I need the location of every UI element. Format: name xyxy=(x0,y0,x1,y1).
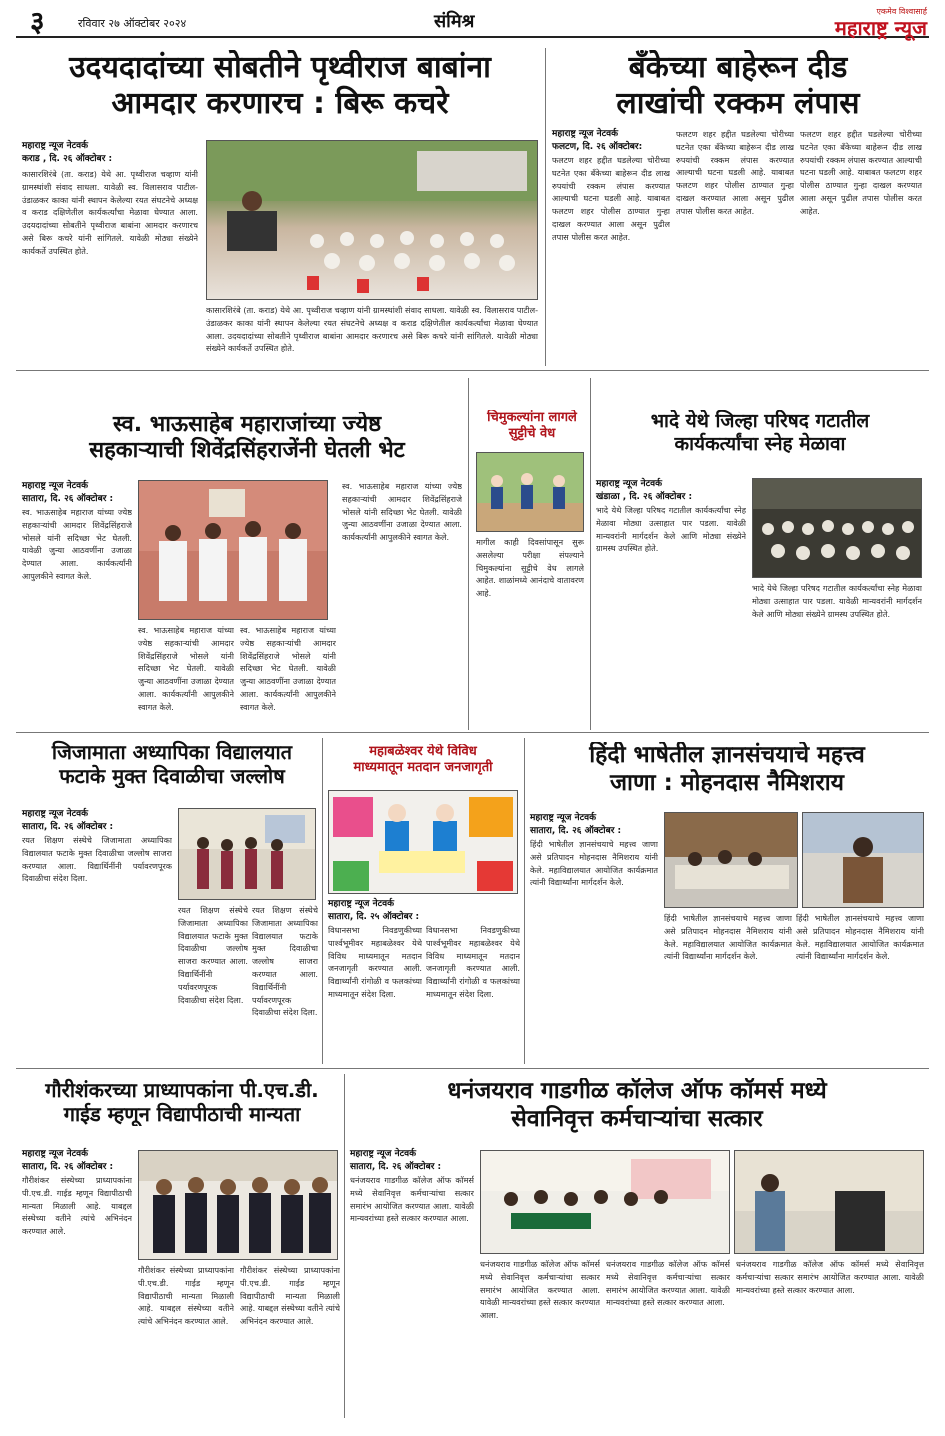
a4-body: मागील काही दिवसांपासून सुरू असलेल्या परीक्षा संपल्याने चिमुकल्यांना सुट्टीचे वेध लागले आहेत. शाळांमध्ये आनंदाचे वातावरण आहे. xyxy=(476,537,584,599)
a9-body-col2: गौरीशंकर संस्थेच्या प्राध्यापकांना पी.एच.डी. गाईड म्हणून विद्यापीठाची मान्यता मिळाली आहे. याबद्दल संस्थेच्या वतीने त्यांचे अभिनंदन करण्यात आले. xyxy=(138,1265,234,1327)
a8-photo-2 xyxy=(802,812,924,908)
a5-body-col2: भादे येथे जिल्हा परिषद गटातील कार्यकर्त्यांचा स्नेह मेळावा मोठ्या उत्साहात पार पडला. यावेळी मान्यवरांनी मार्गदर्शन केले आणि मोठ्या संख्येने ग्रामस्थ उपस्थित होते. xyxy=(752,583,922,619)
a2-body-col2: फलटण शहर हद्दीत घडलेल्या चोरीच्या घटनेत एका बँकेच्या बाहेरून दीड लाख रुपयांची रक्कम लंपास करण्यात आल्याची घटना घडली आहे. याबाबत फलटण शहर पोलीस ठाण्यात गुन्हा दाखल करण्यात आला असून पुढील तपास पोलीस करत आहेत. xyxy=(676,129,794,216)
a1-title-2: आमदार करणारच : बिरू कचरे xyxy=(111,86,449,121)
a1-headline xyxy=(20,50,540,122)
a6-body-col3: रयत शिक्षण संस्थेचे जिजामाता अध्यापिका विद्यालयात फटाके मुक्त दिवाळीचा जल्लोष साजरा करण्यात आला. विद्यार्थिनींनी पर्यावरणपूरक दिवाळीचा संदेश दिला. xyxy=(252,905,318,1018)
a4-photo xyxy=(476,452,584,532)
meeting-photo-icon xyxy=(139,481,328,620)
a8-title-1: हिंदी भाषेतील ज्ञानसंचयाचे महत्त्व xyxy=(589,742,865,768)
a1-place: कराड , दि. २६ ऑक्टोबर : xyxy=(22,154,113,164)
a6-place: सातारा, दि. २६ ऑक्टोबर : xyxy=(22,822,114,832)
page-number: ३ xyxy=(30,5,45,38)
a3-body-col2: स्व. भाऊसाहेब महाराज यांच्या ज्येष्ठ सहकाऱ्यांची आमदार शिवेंद्रसिंहराजे भोसले यांनी सदिच्छा भेट घेतली. यावेळी जुन्या आठवणींना उजाळा देण्यात आला. कार्यकर्त्यांनी आपुलकीने स्वागत केले. xyxy=(138,625,234,712)
a2-source: महाराष्ट्र न्यूज नेटवर्क xyxy=(552,129,619,139)
a5-byline xyxy=(596,478,746,504)
a6-source: महाराष्ट्र न्यूज नेटवर्क xyxy=(22,809,89,819)
a10-title-2: सेवानिवृत्त कर्मचाऱ्यांचा सत्कार xyxy=(511,1105,763,1132)
crowd-photo-icon xyxy=(207,141,538,300)
a3-place: सातारा, दि. २६ ऑक्टोबर : xyxy=(22,494,114,504)
a5-body: भादे येथे जिल्हा परिषद गटातील कार्यकर्त्यांचा स्नेह मेळावा मोठ्या उत्साहात पार पडला. यावेळी मान्यवरांनी मार्गदर्शन केले आणि मोठ्या संख्येने ग्रामस्थ उपस्थित होते. xyxy=(596,505,746,554)
a6-headline xyxy=(22,740,322,788)
a2-body: फलटण शहर हद्दीत घडलेल्या चोरीच्या घटनेत एका बँकेच्या बाहेरून दीड लाख रुपयांची रक्कम लंपास करण्यात आल्याची घटना घडली आहे. याबाबत फलटण शहर पोलीस ठाण्यात गुन्हा दाखल करण्यात आला असून पुढील तपास पोलीस करत आहेत. xyxy=(552,155,670,242)
faculty-photo-icon xyxy=(139,1151,338,1260)
a8-body-col3: हिंदी भाषेतील ज्ञानसंचयाचे महत्त्व जाणा असे प्रतिपादन मोहनदास नैमिशराय यांनी केले. महाविद्यालयात आयोजित कार्यक्रमात त्यांनी विद्यार्थ्यांना मार्गदर्शन केले. xyxy=(796,913,924,962)
a3-body: स्व. भाऊसाहेब महाराज यांच्या ज्येष्ठ सहकाऱ्यांची आमदार शिवेंद्रसिंहराजे भोसले यांनी सदिच्छा भेट घेतली. यावेळी जुन्या आठवणींना उजाळा देण्यात आला. कार्यकर्त्यांनी आपुलकीने स्वागत केले. xyxy=(22,507,132,581)
a10-place: सातारा, दि. २६ ऑक्टोबर : xyxy=(350,1162,442,1172)
a8-body: हिंदी भाषेतील ज्ञानसंचयाचे महत्त्व जाणा असे प्रतिपादन मोहनदास नैमिशराय यांनी केले. महाविद्यालयात आयोजित कार्यक्रमात त्यांनी विद्यार्थ्यांना मार्गदर्शन केले. xyxy=(530,839,658,888)
a3-body-col4: स्व. भाऊसाहेब महाराज यांच्या ज्येष्ठ सहकाऱ्यांची आमदार शिवेंद्रसिंहराजे भोसले यांनी सदिच्छा भेट घेतली. यावेळी जुन्या आठवणींना उजाळा देण्यात आला. कार्यकर्त्यांनी आपुलकीने स्वागत केले. xyxy=(342,481,462,543)
row-divider xyxy=(16,370,929,371)
masthead xyxy=(835,6,927,39)
brand-name: महाराष्ट्र न्यूज xyxy=(834,16,927,40)
a3-source: महाराष्ट्र न्यूज नेटवर्क xyxy=(22,481,89,491)
header-date: रविवार २७ ऑक्टोबर २०२४ xyxy=(78,17,187,30)
a10-photo-2 xyxy=(734,1150,924,1254)
a6-title-2: फटाके मुक्त दिवाळीचा जल्लोष xyxy=(59,764,285,788)
a7-source: महाराष्ट्र न्यूज नेटवर्क xyxy=(328,899,395,909)
a10-body-col2: धनंजयराव गाडगीळ कॉलेज ऑफ कॉमर्स मध्ये सेवानिवृत्त कर्मचाऱ्यांचा सत्कार समारंभ आयोजित करण्यात आला. यावेळी मान्यवरांच्या हस्ते सत्कार करण्यात आला. xyxy=(480,1259,600,1321)
a10-body: धनंजयराव गाडगीळ कॉलेज ऑफ कॉमर्स मध्ये सेवानिवृत्त कर्मचाऱ्यांचा सत्कार समारंभ आयोजित करण्यात आला. यावेळी मान्यवरांच्या हस्ते सत्कार करण्यात आला. xyxy=(350,1175,474,1224)
a5-source: महाराष्ट्र न्यूज नेटवर्क xyxy=(596,479,663,489)
a7-body-col2: विधानसभा निवडणुकीच्या पार्श्वभूमीवर महाबळेश्वर येथे विविध माध्यमातून मतदान जनजागृती करण्यात आली. विद्यार्थ्यांनी रांगोळी व फलकांच्या माध्यमातून संदेश दिला. xyxy=(426,925,520,999)
row-divider xyxy=(16,732,929,733)
a2-title-2: लाखांची रक्कम लंपास xyxy=(616,86,860,121)
a3-title-2: सहकाऱ्याची शिवेंद्रसिंहराजेंनी घेतली भेट xyxy=(89,438,405,464)
a7-body: विधानसभा निवडणुकीच्या पार्श्वभूमीवर महाबळेश्वर येथे विविध माध्यमातून मतदान जनजागृती करण्यात आली. विद्यार्थ्यांनी रांगोळी व फलकांच्या माध्यमातून संदेश दिला. xyxy=(328,925,422,999)
a9-body: गौरीशंकर संस्थेच्या प्राध्यापकांना पी.एच.डी. गाईड म्हणून विद्यापीठाची मान्यता मिळाली आहे. याबद्दल संस्थेच्या वतीने त्यांचे अभिनंदन करण्यात आले. xyxy=(22,1175,132,1237)
column-divider xyxy=(545,48,546,366)
a1-title-1: उदयदादांच्या सोबतीने पृथ्वीराज बाबांना xyxy=(69,50,491,85)
felicitation-photo-icon xyxy=(481,1151,730,1254)
a1-source: महाराष्ट्र न्यूज नेटवर्क xyxy=(22,141,89,151)
a3-body-col3: स्व. भाऊसाहेब महाराज यांच्या ज्येष्ठ सहकाऱ्यांची आमदार शिवेंद्रसिंहराजे भोसले यांनी सदिच्छा भेट घेतली. यावेळी जुन्या आठवणींना उजाळा देण्यात आला. कार्यकर्त्यांनी आपुलकीने स्वागत केले. xyxy=(240,625,336,712)
a8-headline xyxy=(530,742,924,797)
a6-body-col2: रयत शिक्षण संस्थेचे जिजामाता अध्यापिका विद्यालयात फटाके मुक्त दिवाळीचा जल्लोष साजरा करण्यात आला. विद्यार्थिनींनी पर्यावरणपूरक दिवाळीचा संदेश दिला. xyxy=(178,905,248,1005)
students-photo-icon xyxy=(179,809,316,900)
a2-headline xyxy=(552,50,924,122)
a9-source: महाराष्ट्र न्यूज नेटवर्क xyxy=(22,1149,89,1159)
a6-body: रयत शिक्षण संस्थेचे जिजामाता अध्यापिका विद्यालयात फटाके मुक्त दिवाळीचा जल्लोष साजरा करण्यात आला. विद्यार्थिनींनी पर्यावरणपूरक दिवाळीचा संदेश दिला. xyxy=(22,835,172,884)
a2-byline xyxy=(552,128,670,154)
a7-title-1: महाबळेश्वर येथे विविध xyxy=(369,744,477,759)
a8-byline xyxy=(530,812,658,838)
a5-place: खंडाळा , दि. २६ ऑक्टोबर : xyxy=(596,492,693,502)
a9-title-1: गौरीशंकरच्या प्राध्यापकांना पी.एच.डी. xyxy=(45,1078,319,1102)
a9-headline xyxy=(22,1078,342,1126)
a7-title-2: माध्यमातून मतदान जनजागृती xyxy=(353,759,493,775)
a10-body-col4: धनंजयराव गाडगीळ कॉलेज ऑफ कॉमर्स मध्ये सेवानिवृत्त कर्मचाऱ्यांचा सत्कार समारंभ आयोजित करण्यात आला. यावेळी मान्यवरांच्या हस्ते सत्कार करण्यात आला. xyxy=(736,1259,924,1295)
column-divider xyxy=(590,378,591,730)
a1-photo xyxy=(206,140,538,300)
a2-title-1: बँकेच्या बाहेरून दीड xyxy=(628,50,848,85)
column-divider xyxy=(468,378,469,730)
a1-body-cont: कासारशिरंबे (ता. कराड) येथे आ. पृथ्वीराज चव्हाण यांनी ग्रामस्थांशी संवाद साधला. यावेळी स्व. विलासराव पाटील-उंडाळकर काका यांनी स्थापन केलेल्या रयत संघटनेचे अध्यक्ष व कराड दक्षिणेतील कार्यकर्त्यांचा मेळावा घेण्यात आला. उदयदादांच्या सोबतीने पृथ्वीराज बाबांना आमदार करणारच असे बिरू कचरे यांनी सांगितले. यावेळी मोठ्या संख्येने कार्यकर्ते उपस्थित होते. xyxy=(206,305,538,354)
column-divider xyxy=(322,738,323,1064)
a5-title-1: भादे येथे जिल्हा परिषद गटातील xyxy=(650,410,870,432)
a7-byline xyxy=(328,898,518,924)
podium-photo-icon xyxy=(735,1151,924,1254)
a4-title-2: सुट्टीचे वेध xyxy=(508,425,556,441)
a3-photo xyxy=(138,480,328,620)
a9-place: सातारा, दि. २६ ऑक्टोबर : xyxy=(22,1162,114,1172)
a4-title-1: चिमुकल्यांना लागले xyxy=(487,410,577,425)
a1-body: कासारशिरंबे (ता. कराड) येथे आ. पृथ्वीराज चव्हाण यांनी ग्रामस्थांशी संवाद साधला. यावेळी स्व. विलासराव पाटील-उंडाळकर काका यांनी स्थापन केलेल्या रयत संघटनेचे अध्यक्ष व कराड दक्षिणेतील कार्यकर्त्यांचा मेळावा घेण्यात आला. उदयदादांच्या सोबतीने पृथ्वीराज बाबांना आमदार करणारच असे बिरू कचरे यांनी सांगितले. यावेळी मोठ्या संख्येने कार्यकर्ते उपस्थित होते. xyxy=(22,169,198,256)
page-header xyxy=(16,6,929,38)
a3-byline xyxy=(22,480,132,506)
a9-title-2: गाईड म्हणून विद्यापीठाची मान्यता xyxy=(63,1102,301,1126)
row-divider xyxy=(16,1068,929,1069)
a8-body-col2: हिंदी भाषेतील ज्ञानसंचयाचे महत्त्व जाणा असे प्रतिपादन मोहनदास नैमिशराय यांनी केले. महाविद्यालयात आयोजित कार्यक्रमात त्यांनी विद्यार्थ्यांना मार्गदर्शन केले. xyxy=(664,913,792,962)
a3-title-1: स्व. भाऊसाहेब महाराजांच्या ज्येष्ठ xyxy=(112,412,382,437)
seminar-photo-icon xyxy=(665,813,798,908)
a9-byline xyxy=(22,1148,132,1174)
a5-photo xyxy=(752,478,922,578)
column-divider xyxy=(344,1074,345,1418)
a10-title-1: धनंजयराव गाडगीळ कॉलेज ऑफ कॉमर्स मध्ये xyxy=(447,1078,827,1104)
a7-photo xyxy=(328,790,518,894)
a7-headline xyxy=(326,744,520,775)
a8-photo-1 xyxy=(664,812,798,908)
a10-source: महाराष्ट्र न्यूज नेटवर्क xyxy=(350,1149,417,1159)
a4-headline xyxy=(472,410,592,441)
a9-photo xyxy=(138,1150,338,1260)
a6-byline xyxy=(22,808,172,834)
section-title: संमिश्र xyxy=(434,11,475,32)
a3-headline xyxy=(22,412,472,465)
a5-title-2: कार्यकर्त्यांचा स्नेह मेळावा xyxy=(674,432,846,455)
a1-byline xyxy=(22,140,198,166)
a7-place: सातारा, दि. २५ ऑक्टोबर : xyxy=(328,912,420,922)
a2-body-col3: फलटण शहर हद्दीत घडलेल्या चोरीच्या घटनेत एका बँकेच्या बाहेरून दीड लाख रुपयांची रक्कम लंपास करण्यात आल्याची घटना घडली आहे. याबाबत फलटण शहर पोलीस ठाण्यात गुन्हा दाखल करण्यात आला असून पुढील तपास पोलीस करत आहेत. xyxy=(800,129,922,216)
speaker-photo-icon xyxy=(803,813,924,908)
a6-title-1: जिजामाता अध्यापिका विद्यालयात xyxy=(51,740,293,764)
a10-body-col3: धनंजयराव गाडगीळ कॉलेज ऑफ कॉमर्स मध्ये सेवानिवृत्त कर्मचाऱ्यांचा सत्कार समारंभ आयोजित करण्यात आला. यावेळी मान्यवरांच्या हस्ते सत्कार करण्यात आला. xyxy=(606,1259,730,1308)
children-running-photo-icon xyxy=(477,453,584,532)
a8-source: महाराष्ट्र न्यूज नेटवर्क xyxy=(530,813,597,823)
brand-tagline: एकमेव विश्वासार्ह xyxy=(876,7,927,16)
a2-place: फलटण, दि. २६ ऑक्टोबर: xyxy=(552,142,643,152)
a10-photo-1 xyxy=(480,1150,730,1254)
a6-photo xyxy=(178,808,316,900)
column-divider xyxy=(524,738,525,1064)
a8-place: सातारा, दि. २६ ऑक्टोबर : xyxy=(530,826,622,836)
a10-headline xyxy=(350,1078,924,1133)
a5-headline xyxy=(596,410,924,456)
gathering-photo-icon xyxy=(753,479,922,578)
a10-byline xyxy=(350,1148,474,1174)
awareness-photo-icon xyxy=(329,791,518,894)
a8-title-2: जाणा : मोहनदास नैमिशराय xyxy=(609,769,845,796)
a9-body-col3: गौरीशंकर संस्थेच्या प्राध्यापकांना पी.एच.डी. गाईड म्हणून विद्यापीठाची मान्यता मिळाली आहे. याबद्दल संस्थेच्या वतीने त्यांचे अभिनंदन करण्यात आले. xyxy=(240,1265,340,1327)
